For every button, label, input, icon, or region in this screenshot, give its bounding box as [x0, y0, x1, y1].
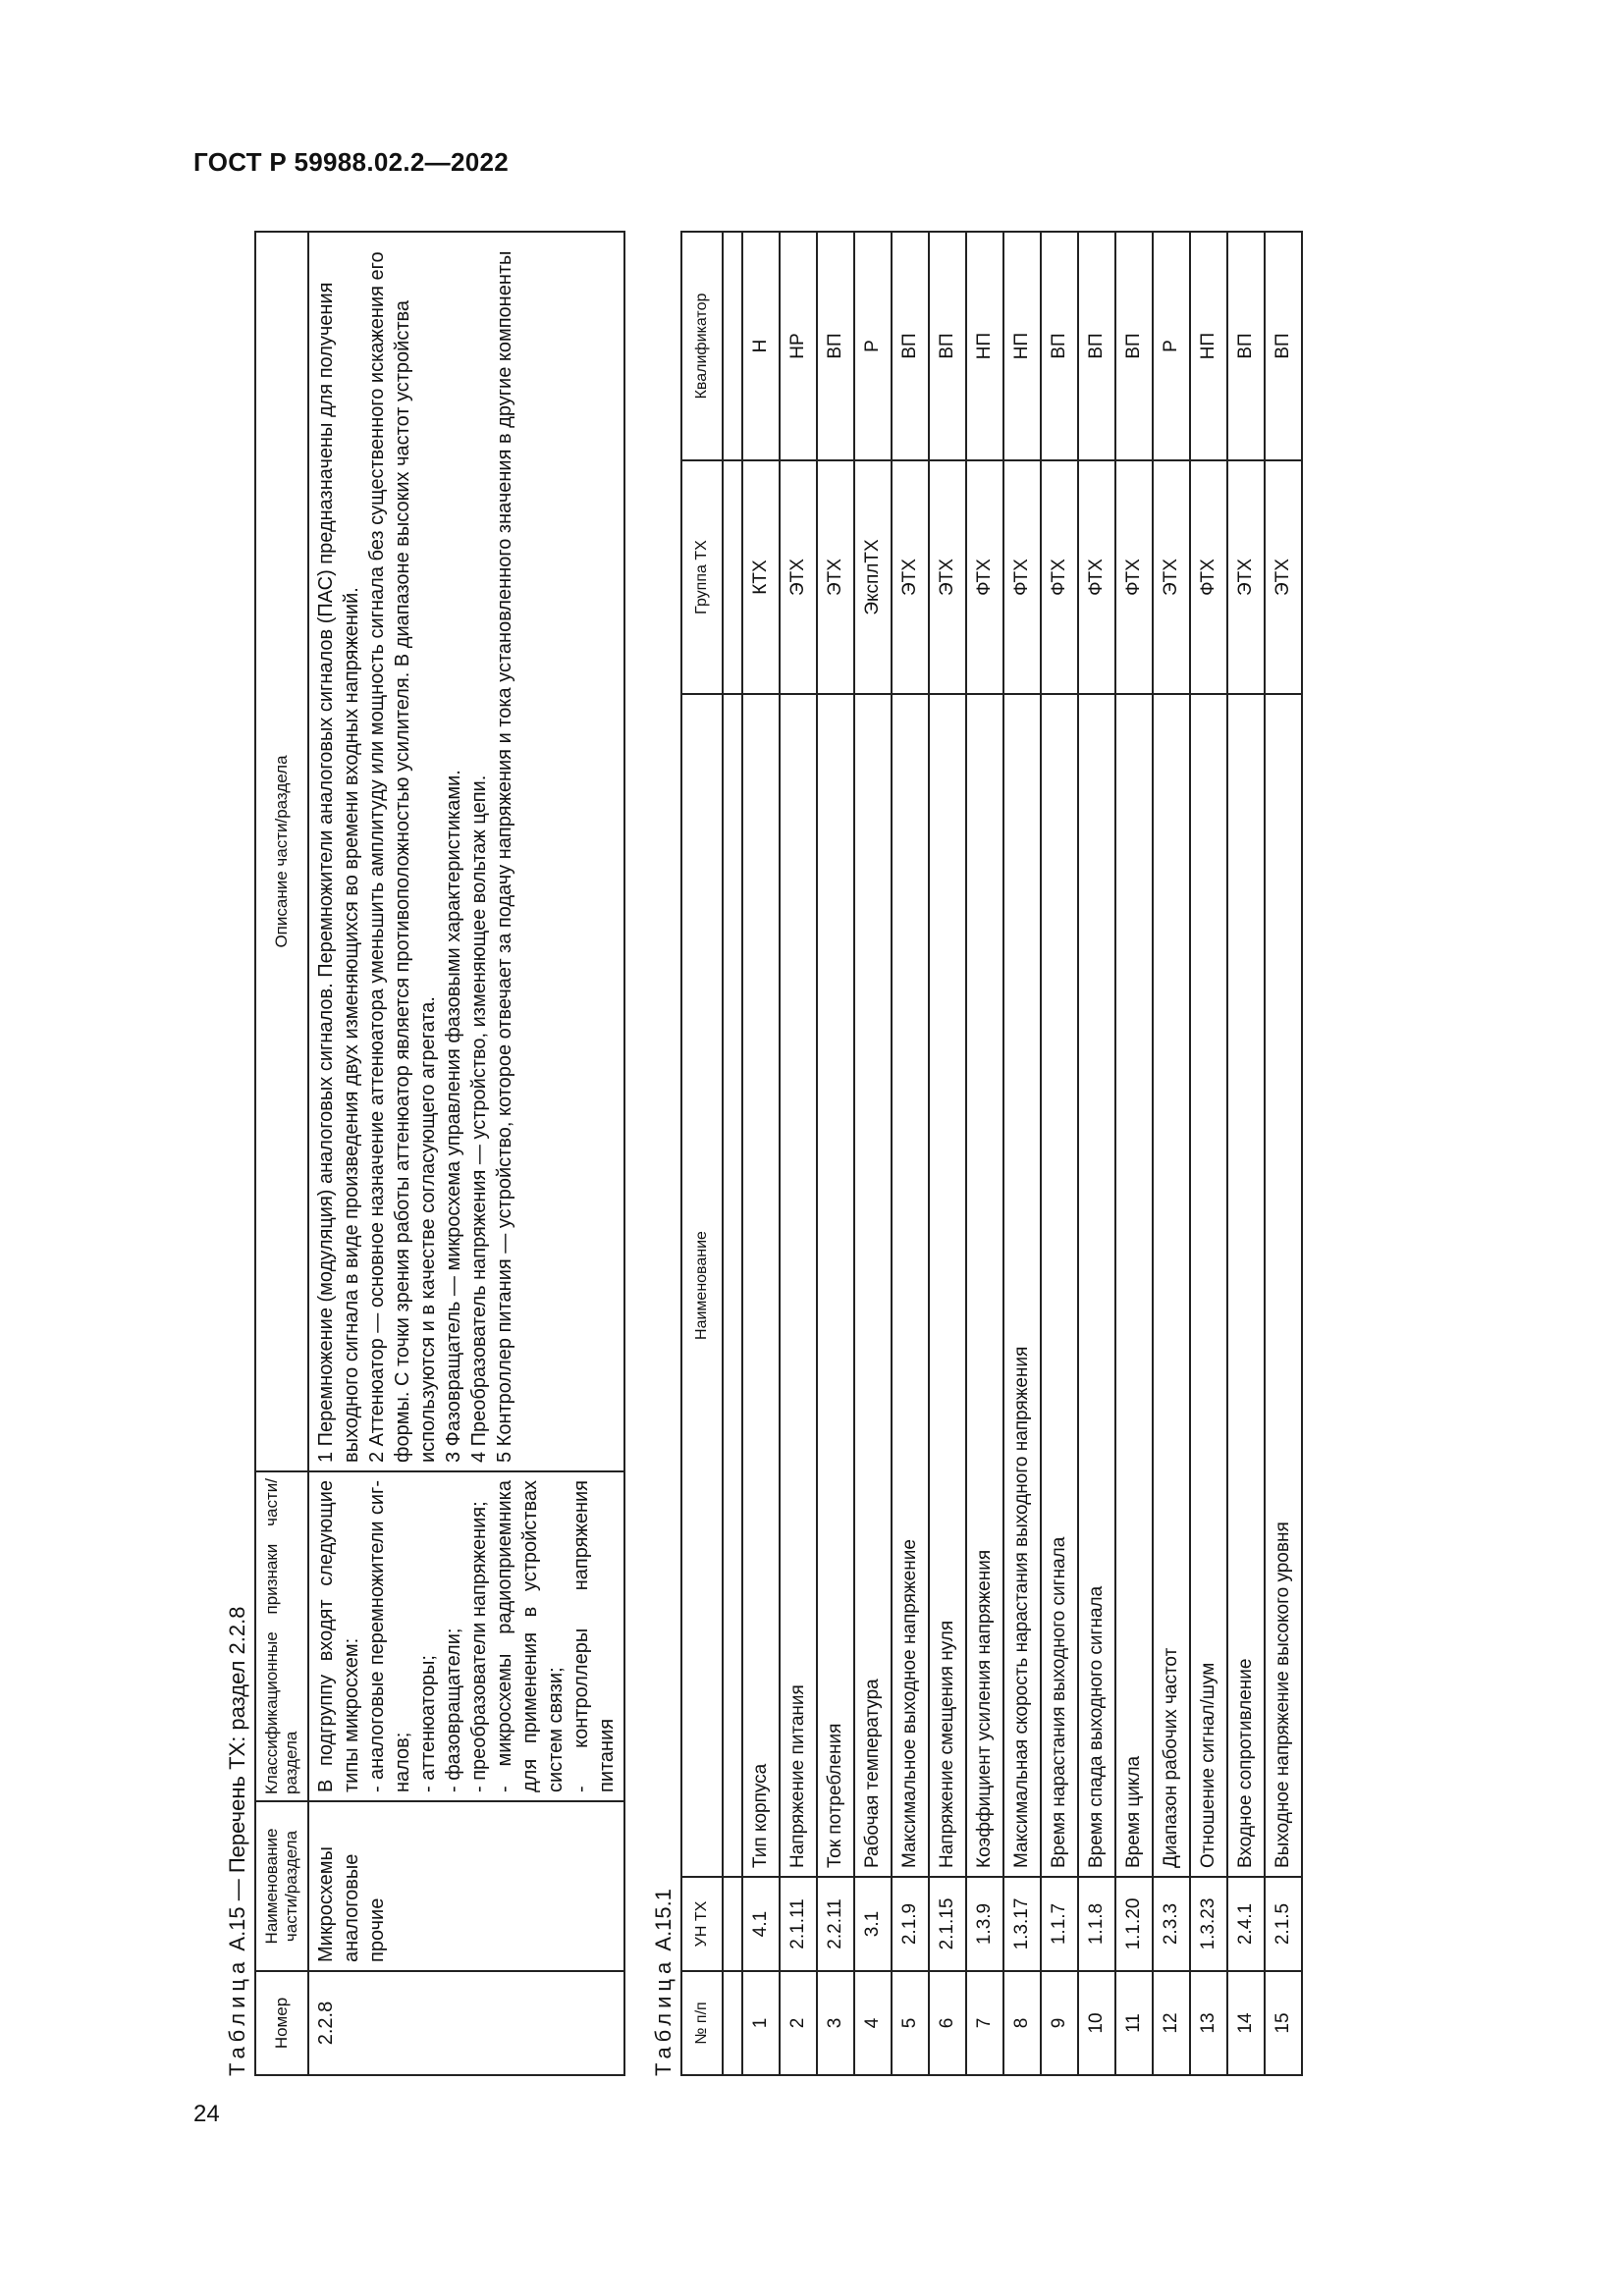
table-row: [1115, 232, 1153, 2075]
feature-item: В подгруппу входят следующие типы микросхем:: [315, 1480, 362, 1792]
cell-group: ФТХ: [1078, 460, 1115, 694]
cell-name: Время нарастания выходного сигнала: [1041, 694, 1078, 1877]
cell-name: Диапазон рабочих частот: [1153, 694, 1190, 1877]
table-row: [854, 232, 892, 2075]
cell-name: Время спада выходного сигнала: [1078, 694, 1115, 1877]
cell-n: 7: [966, 1971, 1003, 2075]
feature-item: - фазовращатели;: [443, 1628, 464, 1792]
t1-header-number: Номер: [255, 1971, 308, 2075]
table-row: [929, 232, 966, 2075]
cell-qual: НР: [780, 232, 817, 460]
table-row: [1003, 232, 1041, 2075]
cell-un: 4.1: [742, 1877, 780, 1971]
cell-n: 8: [1003, 1971, 1041, 2075]
cell-group: ЭксплТХ: [854, 460, 892, 694]
cell-group: ФТХ: [1115, 460, 1153, 694]
description-item: 5 Контроллер питания — устройство, которое отвечает за подачу напряжения и тока установленного значения в другие компоненты: [494, 250, 515, 1463]
cell-qual: ВП: [929, 232, 966, 460]
description-item: 2 Аттенюатор — основное назначение аттенюатора уменьшить амплитуду или мощность сигнала без существенного искажения его формы. С точки зрения работы аттенюатор является противоположностью усилителя. В диапазоне высоких частот устройства используются и в качестве согласующего агрегата.: [366, 251, 439, 1463]
table2-caption-prefix: Таблица: [651, 1956, 676, 2076]
table-row: [780, 232, 817, 2075]
t1-cell-description: [308, 232, 624, 1471]
table-a15: [254, 231, 625, 2076]
description-item: 4 Преобразователь напряжения — устройство, изменяющее вольтаж цепи.: [468, 774, 490, 1463]
table-row: [966, 232, 1003, 2075]
cell-qual: ВП: [1078, 232, 1115, 460]
cell-name: Тип корпуса: [742, 694, 780, 1877]
cell-un: 1.3.17: [1003, 1877, 1041, 1971]
cell-name: Рабочая температура: [854, 694, 892, 1877]
t1-cell-features: [308, 1471, 624, 1801]
cell-group: ЭТХ: [780, 460, 817, 694]
cell-n: 9: [1041, 1971, 1078, 2075]
cell-un: 2.1.9: [892, 1877, 929, 1971]
table-row: [1265, 232, 1302, 2075]
cell-name: Отношение сигнал/шум: [1190, 694, 1227, 1877]
cell-n: 1: [742, 1971, 780, 2075]
page-number: 24: [193, 2101, 220, 2127]
feature-item: - микросхемы радиоприемника для применения в устройствах систем связи;: [494, 1480, 567, 1792]
table-row: [1227, 232, 1265, 2075]
table-row: [817, 232, 854, 2075]
cell-group: ЭТХ: [892, 460, 929, 694]
cell-n: 4: [854, 1971, 892, 2075]
cell-un: 3.1: [854, 1877, 892, 1971]
cell-qual: Р: [854, 232, 892, 460]
description-item: 1 Перемножение (модуляция) аналоговых сигналов. Перемножители аналоговых сигналов (ПАС) предназначены для получения выходного сигнала в виде произведения двух изменяющихся во времени входных напряжений.: [315, 282, 362, 1463]
cell-un: 2.2.11: [817, 1877, 854, 1971]
t1-header-name: Наименование части/раздела: [255, 1801, 308, 1971]
table2-caption-text: А.15.1: [651, 1889, 676, 1951]
cell-group: ЭТХ: [1227, 460, 1265, 694]
feature-item: - аттенюаторы;: [417, 1655, 439, 1792]
cell-name: Максимальная скорость нарастания выходного напряжения: [1003, 694, 1041, 1877]
cell-n: 10: [1078, 1971, 1115, 2075]
t1-cell-name: Микросхемы аналоговые прочие: [308, 1801, 624, 1971]
cell-group: ФТХ: [966, 460, 1003, 694]
cell-name: Максимальное выходное напряжение: [892, 694, 929, 1877]
feature-item: - контроллеры напряжения питания: [570, 1480, 618, 1792]
table1-caption-prefix: Таблица: [225, 1956, 249, 2076]
cell-name: Напряжение питания: [780, 694, 817, 1877]
cell-group: ФТХ: [1003, 460, 1041, 694]
cell-n: 14: [1227, 1971, 1265, 2075]
t1-header-features: Классификационные признаки части/ раздела: [255, 1471, 308, 1801]
cell-n: 11: [1115, 1971, 1153, 2075]
cell-n: 3: [817, 1971, 854, 2075]
cell-group: ФТХ: [1041, 460, 1078, 694]
rotated-content: [221, 231, 1596, 2076]
cell-un: 2.1.15: [929, 1877, 966, 1971]
cell-qual: НП: [1003, 232, 1041, 460]
table-row-spacer: [723, 232, 742, 2075]
cell-un: 1.1.20: [1115, 1877, 1153, 1971]
table-row: [1190, 232, 1227, 2075]
t2-header-group: Группа ТХ: [681, 460, 723, 694]
cell-qual: НП: [1190, 232, 1227, 460]
t2-header-n: № п/п: [681, 1971, 723, 2075]
description-item: 3 Фазовращатель — микросхема управления фазовыми характеристиками.: [443, 770, 464, 1463]
cell-name: Коэффициент усиления напряжения: [966, 694, 1003, 1877]
cell-group: ЭТХ: [929, 460, 966, 694]
table1-caption: [221, 231, 254, 2076]
cell-n: 5: [892, 1971, 929, 2075]
cell-un: 1.3.9: [966, 1877, 1003, 1971]
cell-qual: Н: [742, 232, 780, 460]
cell-qual: ВП: [1115, 232, 1153, 460]
cell-n: 15: [1265, 1971, 1302, 2075]
cell-qual: НП: [966, 232, 1003, 460]
cell-un: 1.1.8: [1078, 1877, 1115, 1971]
cell-qual: ВП: [1265, 232, 1302, 460]
cell-n: 6: [929, 1971, 966, 2075]
table-row: [1153, 232, 1190, 2075]
cell-name: Напряжение смещения нуля: [929, 694, 966, 1877]
cell-group: ЭТХ: [1153, 460, 1190, 694]
t1-cell-number: 2.2.8: [308, 1971, 624, 2075]
cell-n: 13: [1190, 1971, 1227, 2075]
table-a15-1: [680, 231, 1303, 2076]
table2-caption: [647, 231, 680, 2076]
table1-caption-text: А.15 — Перечень ТХ: раздел 2.2.8: [225, 1606, 249, 1951]
feature-item: - аналоговые перемножители сиг-налов;: [366, 1480, 413, 1792]
cell-n: 12: [1153, 1971, 1190, 2075]
cell-un: 1.1.7: [1041, 1877, 1078, 1971]
cell-name: Время цикла: [1115, 694, 1153, 1877]
cell-group: ЭТХ: [817, 460, 854, 694]
cell-qual: ВП: [892, 232, 929, 460]
cell-group: КТХ: [742, 460, 780, 694]
cell-qual: ВП: [1227, 232, 1265, 460]
table-row: [742, 232, 780, 2075]
cell-name: Ток потребления: [817, 694, 854, 1877]
t2-header-qual: Квалификатор: [681, 232, 723, 460]
cell-un: 1.3.23: [1190, 1877, 1227, 1971]
cell-group: ЭТХ: [1265, 460, 1302, 694]
cell-un: 2.1.5: [1265, 1877, 1302, 1971]
feature-item: - преобразователи напряжения;: [468, 1501, 490, 1792]
cell-qual: Р: [1153, 232, 1190, 460]
cell-name: Входное сопротивление: [1227, 694, 1265, 1877]
cell-un: 2.3.3: [1153, 1877, 1190, 1971]
table-row: [1078, 232, 1115, 2075]
cell-n: 2: [780, 1971, 817, 2075]
cell-name: Выходное напряжение высокого уровня: [1265, 694, 1302, 1877]
table-row: [892, 232, 929, 2075]
t2-header-name: Наименование: [681, 694, 723, 1877]
cell-un: 2.1.11: [780, 1877, 817, 1971]
cell-qual: ВП: [1041, 232, 1078, 460]
cell-un: 2.4.1: [1227, 1877, 1265, 1971]
t1-header-description: Описание части/раздела: [255, 232, 308, 1471]
t2-header-un: УН ТХ: [681, 1877, 723, 1971]
cell-group: ФТХ: [1190, 460, 1227, 694]
t1-row: [308, 232, 624, 2075]
cell-qual: ВП: [817, 232, 854, 460]
document-header: ГОСТ Р 59988.02.2—2022: [193, 147, 509, 177]
table-row: [1041, 232, 1078, 2075]
